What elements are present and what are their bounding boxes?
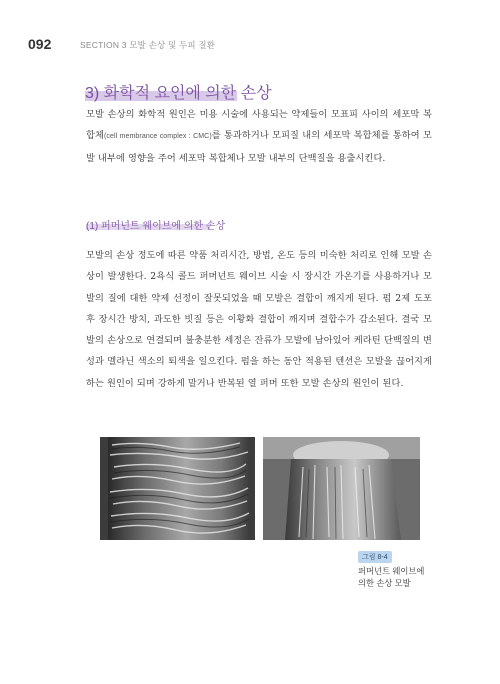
section-label: SECTION 3 모발 손상 및 두피 질환 (80, 40, 216, 50)
figure-tag: 그림 8-4 (358, 551, 392, 563)
section-heading (85, 80, 415, 104)
intro-term-note: (cell membrance complex : CMC) (103, 133, 212, 141)
subheading-text: (1) 퍼머넌트 웨이브에 의한 손상 (86, 221, 226, 232)
caption-line-1: 퍼머넌트 웨이브에 (358, 566, 425, 576)
intro-paragraph (86, 104, 432, 169)
subheading (86, 217, 225, 232)
body-paragraph: 모발의 손상 정도에 따른 약품 처리시간, 방법, 온도 등의 미숙한 처리로 인해 모발 손상이 발생한다. 2욕식 콜드 퍼머넌트 웨이브 시술 시 장시간 가온기를 사용하거나 모발의 질에 대한 약제 선정이 잘못되었을 때 모발은 결합이 깨지게 된다. 펌 2제 도포 후 장시간 방치, 과도한 빗질 등은 이황화 결합이 깨지며 결합수가 감소된다. 결국 모발의 손상으로 연결되며 불충분한 세정은 잔류가 모발에 남아있어 케라틴 단백질의 변성과 멜라닌 색소의 퇴색을 일으킨다. 펌을 하는 동안 적용된 텐션은 모발을 끊어지게 하는 원인이 되며 강하게 말거나 반복된 열 퍼머 또한 모발 손상의 원인이 된다. (86, 250, 432, 389)
damaged-hair-photo-1 (100, 437, 255, 540)
page-header (0, 34, 500, 56)
caption-line-2: 의한 손상 모발 (358, 578, 411, 588)
figure-caption (358, 544, 430, 589)
damaged-hair-photo-2 (263, 437, 420, 540)
heading-text: 3) 화학적 요인에 의한 손상 (85, 85, 272, 102)
intro-text-2: 를 통과하거나 모피질 내의 세포막 복합체를 통하여 모발 내부에 영향을 주어 세포막 복합체나 모발 내부의 단백질을 용출시킨다. (86, 130, 432, 164)
intro-text-1: 모발 손상의 화학적 원인은 미용 시술에 사용되는 약제들이 모표피 사이의 세포막 복합체 (86, 109, 432, 142)
page-number: 092 (28, 36, 52, 52)
figure-caption-text (358, 565, 430, 589)
